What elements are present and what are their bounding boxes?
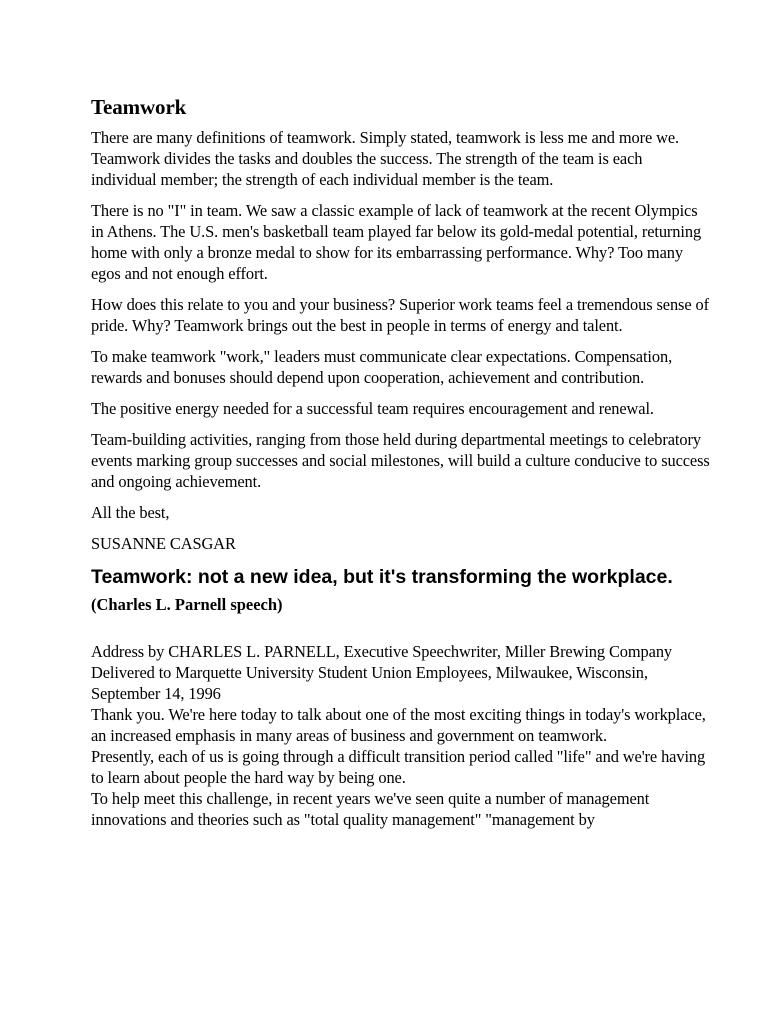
speech-line-5: To help meet this challenge, in recent years we've seen quite a number of management innovations and theories such as "total quality management" "management by xyxy=(91,789,650,829)
article-title: Teamwork xyxy=(91,95,187,119)
article-paragraph-6: Team-building activities, ranging from those held during departmental meetings to celebratory events marking group successes and social milestones, will build a culture conducive to success and ongoing achievement. xyxy=(91,430,710,491)
speech-body xyxy=(91,641,711,830)
article-paragraph-1: There are many definitions of teamwork. Simply stated, teamwork is less me and more we. Teamwork divides the tasks and doubles the success. The strength of the team is each individual member; the strength of each individual member is the team. xyxy=(91,128,680,189)
speech-heading xyxy=(91,564,711,618)
speech-line-1: Address by CHARLES L. PARNELL, Executive Speechwriter, Miller Brewing Company xyxy=(91,642,673,661)
speech-speaker: (Charles L. Parnell speech) xyxy=(91,595,283,614)
article-paragraph-3: How does this relate to you and your business? Superior work teams feel a tremendous sense of pride. Why? Teamwork brings out the best in people in terms of energy and talent. xyxy=(91,295,709,335)
closing-line: All the best, xyxy=(91,503,170,522)
speech-heading-text: Teamwork: not a new idea, but it's transforming the workplace. xyxy=(91,566,673,588)
speech-line-2: Delivered to Marquette University Student Union Employees, Milwaukee, Wisconsin, September 14, 1996 xyxy=(91,663,648,703)
speech-line-4: Presently, each of us is going through a difficult transition period called "life" and we're having to learn about people the hard way by being one. xyxy=(91,747,706,787)
author-name: SUSANNE CASGAR xyxy=(91,534,236,553)
document-page xyxy=(91,94,711,830)
article-paragraph-4: To make teamwork "work," leaders must communicate clear expectations. Compensation, rewards and bonuses should depend upon cooperation, achievement and contribution. xyxy=(91,347,673,387)
speech-line-3: Thank you. We're here today to talk about one of the most exciting things in today's workplace, an increased emphasis in many areas of business and government on teamwork. xyxy=(91,705,706,745)
article-paragraph-5: The positive energy needed for a successful team requires encouragement and renewal. xyxy=(91,399,654,418)
article-paragraph-2: There is no "I" in team. We saw a classic example of lack of teamwork at the recent Olympics in Athens. The U.S. men's basketball team played far below its gold-medal potential, returning home with only a bronze medal to show for its embarrassing performance. Why? Too many egos and not enough effort. xyxy=(91,201,702,283)
